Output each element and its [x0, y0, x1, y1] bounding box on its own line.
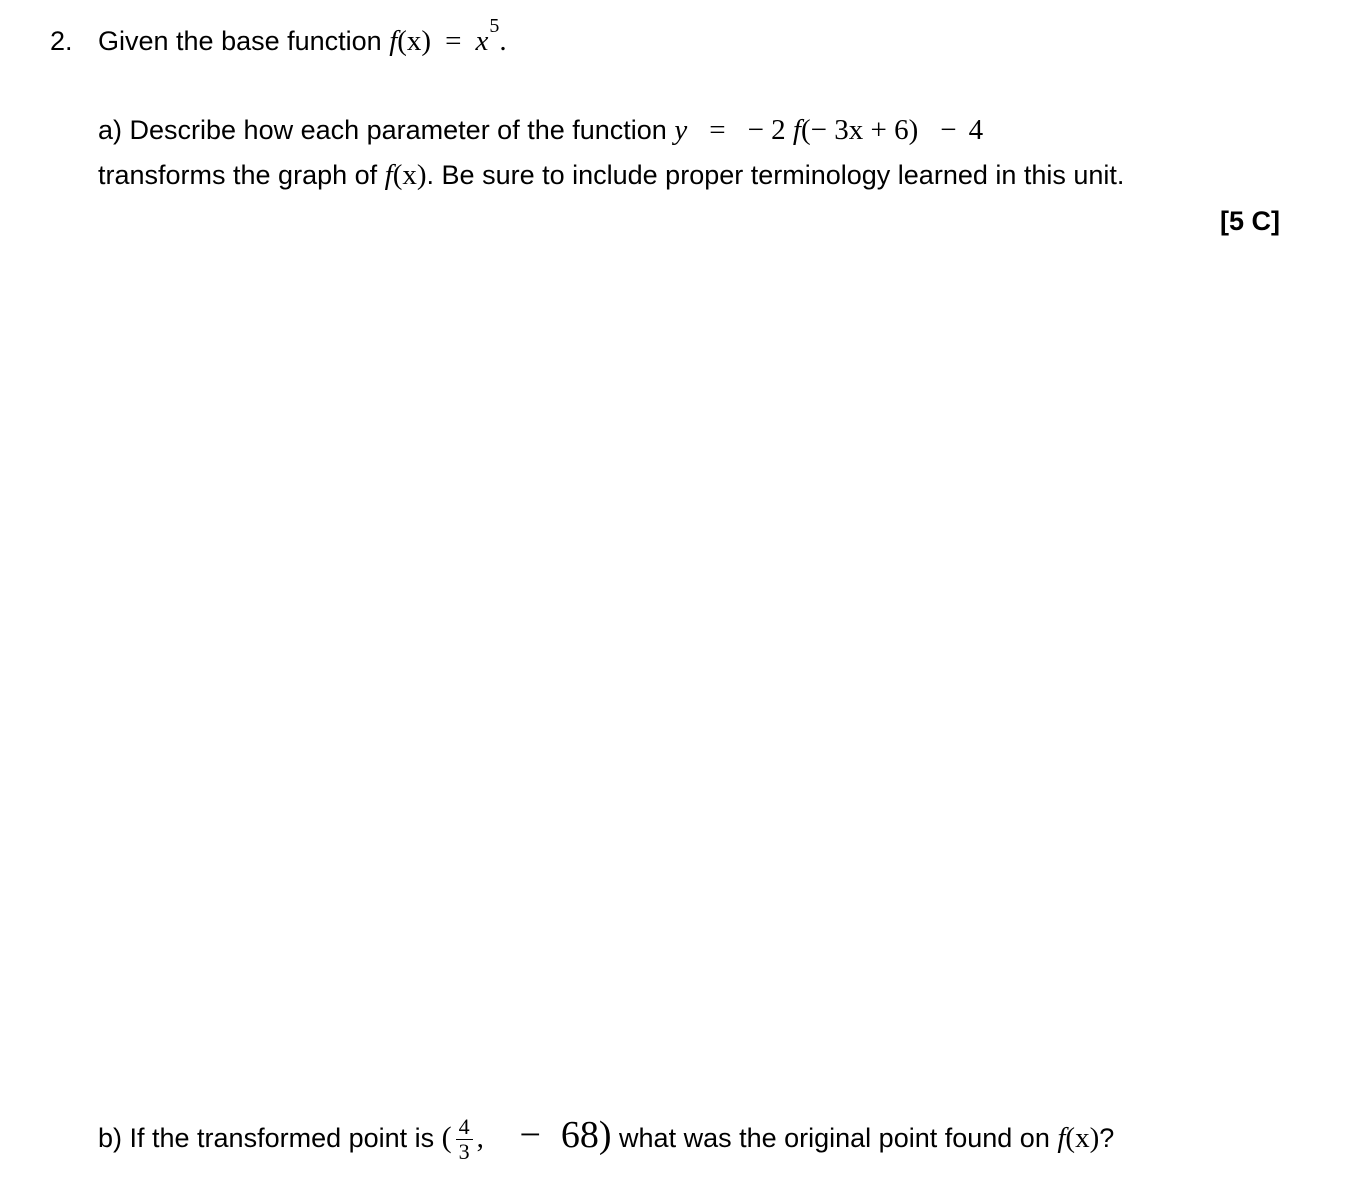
fraction-numerator: 4 [456, 1115, 473, 1140]
param-k: 4 [968, 114, 984, 146]
original-function [1057, 1122, 1099, 1154]
function-y: y [674, 114, 688, 146]
part-b-text-after: what was the original point found on [619, 1123, 1050, 1153]
part-b-line [98, 1104, 1114, 1169]
marks-label: [5 C] [1220, 206, 1280, 236]
question-mark: ? [1099, 1123, 1115, 1153]
base-variable: x [475, 25, 489, 57]
open-paren: ( [441, 1121, 452, 1154]
part-a-text-after: . Be sure to include proper terminology learned in this unit. [426, 160, 1125, 190]
transformed-function [674, 114, 983, 146]
equals-sign: = [709, 114, 726, 146]
inner-expression: (− 3x + 6) [800, 114, 919, 146]
original-function-name: f [1057, 1122, 1066, 1154]
fraction-denominator: 3 [458, 1139, 470, 1165]
param-a: − 2 [747, 114, 786, 146]
part-a-line-2 [98, 158, 1124, 192]
question-number: 2. [50, 26, 73, 56]
exponent: 5 [489, 15, 500, 37]
period: . [499, 25, 507, 57]
graph-function-arg: (x) [392, 159, 427, 191]
question-stem [98, 15, 507, 61]
equals-sign: = [445, 25, 462, 57]
graph-function-name: f [384, 159, 393, 191]
comma: , [476, 1122, 484, 1154]
original-function-arg: (x) [1065, 1122, 1100, 1154]
stem-text: Given the base function [98, 26, 382, 56]
minus-sign: − [940, 114, 957, 146]
part-a-line-1 [98, 113, 983, 147]
part-a-text-before: transforms the graph of [98, 160, 378, 190]
base-function-arg: (x) [397, 25, 432, 57]
base-function-name: f [389, 25, 398, 57]
x-value-fraction [456, 1115, 473, 1164]
part-b-text-before: b) If the transformed point is [98, 1123, 435, 1153]
base-function [389, 15, 507, 57]
minus-sign: − [519, 1114, 541, 1156]
y-value: 68) [560, 1114, 612, 1156]
graph-function [385, 159, 427, 191]
function-f: f [792, 114, 801, 146]
part-a-text: a) Describe how each parameter of the function [98, 115, 667, 145]
